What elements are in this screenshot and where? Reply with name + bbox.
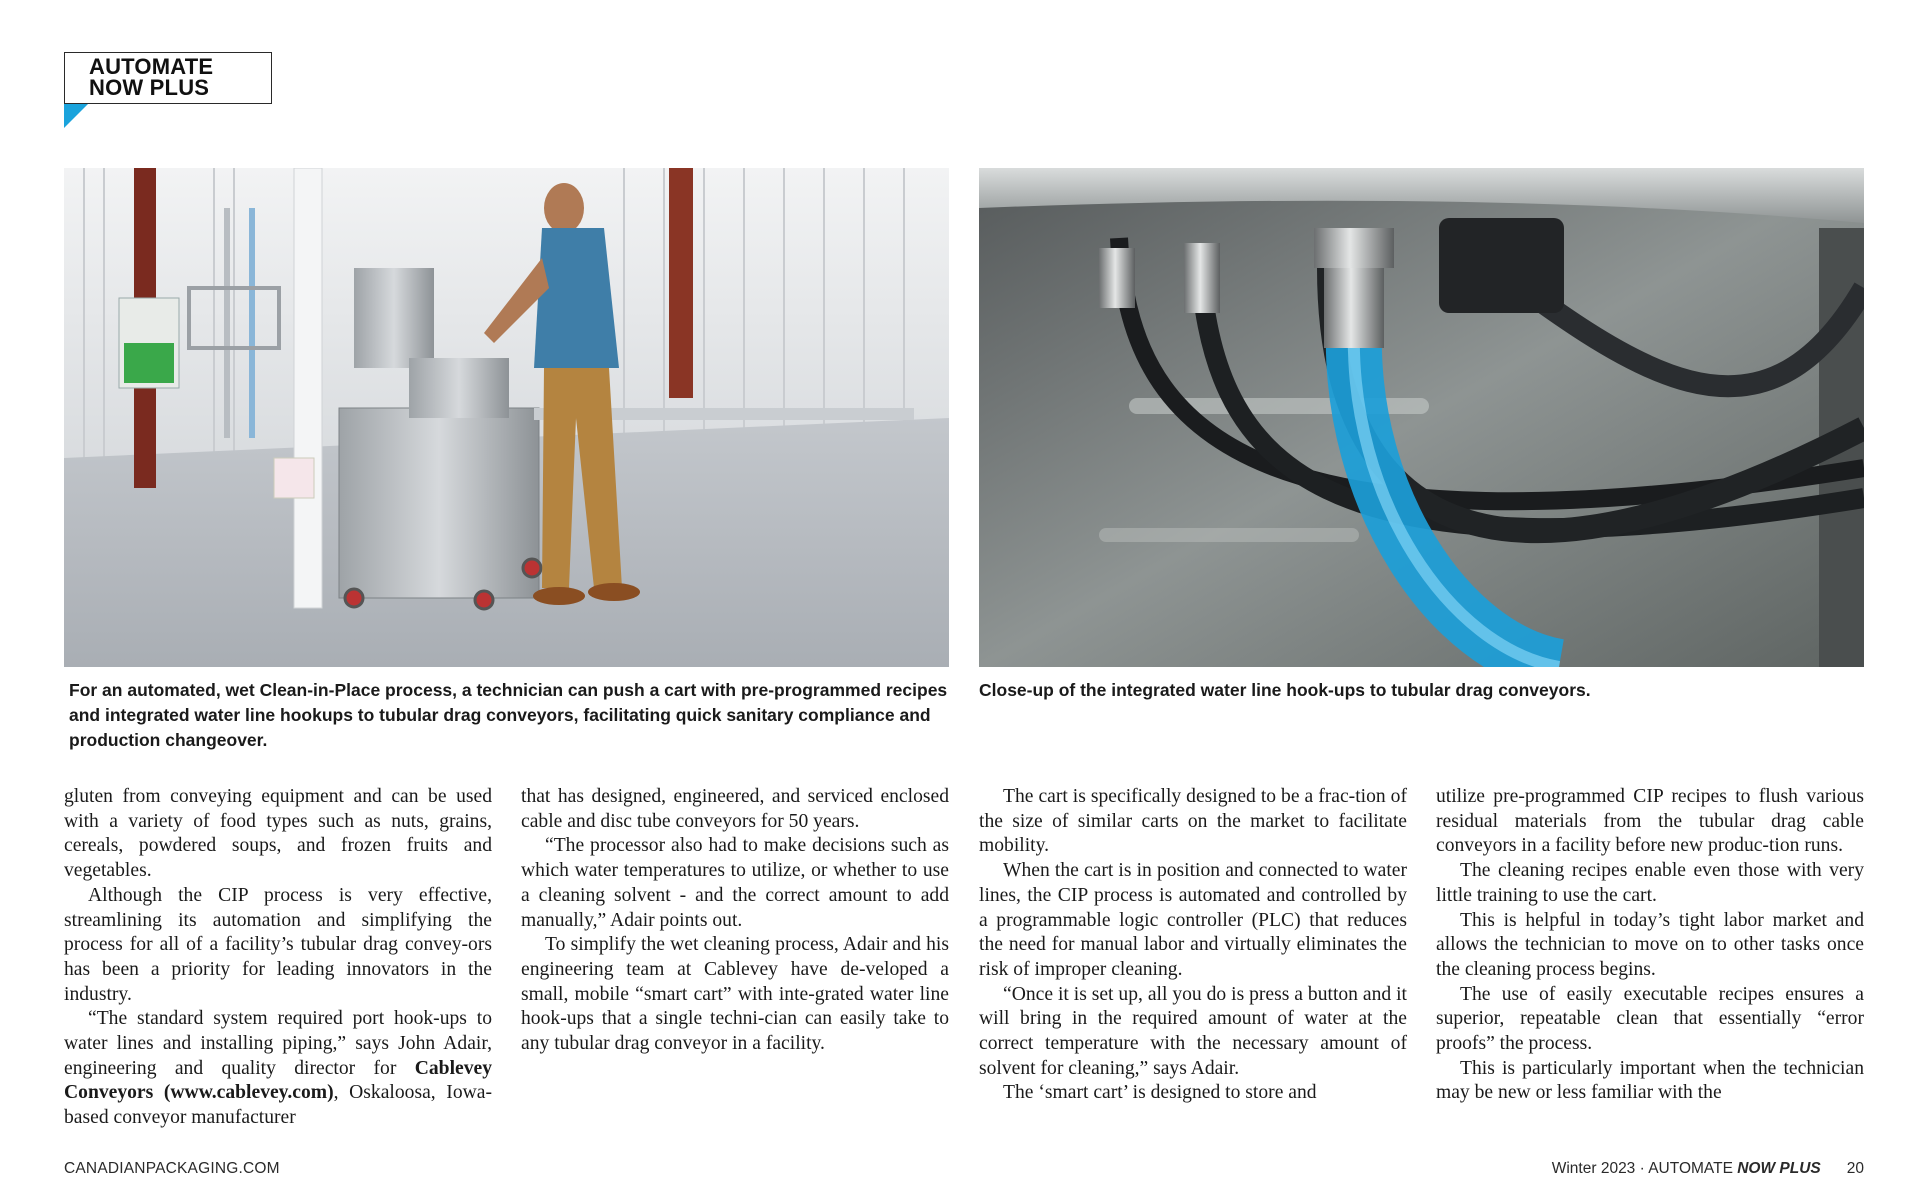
footer-brand: NOW PLUS <box>1737 1160 1821 1177</box>
logo-accent-triangle <box>64 104 88 128</box>
article-column-4 <box>1436 785 1864 1106</box>
photo-caption-right: Close-up of the integrated water line hook-ups to tubular drag conveyors. <box>979 680 1591 700</box>
paragraph <box>64 1007 492 1131</box>
magazine-logo <box>64 52 272 104</box>
paragraph: When the cart is in position and connected to water lines, the CIP process is automated and controlled by a programmable logic controller (PLC) that reduces the need for manual labor and virtually eliminates the risk of improper cleaning. <box>979 860 1407 980</box>
paragraph-text: , Oskaloosa, Iowa-based conveyor manufacturer <box>64 1082 492 1129</box>
paragraph: gluten from conveying equipment and can be used with a variety of food types such as nuts, grains, cereals, powdered soups, and frozen fruits and vegetables. <box>64 786 492 882</box>
paragraph: utilize pre-programmed CIP recipes to flush various residual materials from the tubular drag cable conveyors in a facility before new produc-tion runs. <box>1436 786 1864 857</box>
paragraph: “Once it is set up, all you do is press a button and it will bring in the required amount of water at the correct temperature with the necessary amount of solvent for cleaning,” says Adair. <box>979 983 1407 1079</box>
paragraph: This is helpful in today’s tight labor market and allows the technician to move on to other tasks once the cleaning process begins. <box>1436 909 1864 980</box>
article-column-2 <box>521 785 949 1057</box>
page-number: 20 <box>1846 1160 1864 1177</box>
photo-technician-cart <box>64 168 949 667</box>
paragraph: Although the CIP process is very effective, streamlining its automation and simplifying the process for all of a facility’s tubular drag convey-ors has been a priority for leading innovators in the industry. <box>64 884 492 1005</box>
article-column-3 <box>979 785 1407 1106</box>
logo-line-1: AUTOMATE <box>89 54 214 79</box>
footer-issue-info <box>1552 1160 1864 1178</box>
paragraph: To simplify the wet cleaning process, Adair and his engineering team at Cablevey have de-veloped a small, mobile “smart cart” with inte-grated water line hook-ups that a single techni-cian can easily take to any tubular drag conveyor in a facility. <box>521 934 949 1055</box>
company-link-text: Cablevey Conveyors (www.cablevey.com) <box>64 1057 492 1104</box>
logo-line-2: NOW PLUS <box>89 75 210 100</box>
photo-water-line-hookups <box>979 168 1864 667</box>
footer-site-name: CANADIANPACKAGING.COM <box>64 1160 280 1177</box>
paragraph: The cart is specifically designed to be a frac-tion of the size of similar carts on the market to facilitate mobility. <box>979 786 1407 857</box>
paragraph-text: “The standard system required port hook-ups to water lines and installing piping,” says John Adair, engineering and quality director for <box>64 1008 492 1079</box>
paragraph: The ‘smart cart’ is designed to store and <box>1003 1082 1317 1104</box>
paragraph: The cleaning recipes enable even those with very little training to use the cart. <box>1436 860 1864 906</box>
paragraph: that has designed, engineered, and serviced enclosed cable and disc tube conveyors for 50 years. <box>521 786 949 832</box>
paragraph: The use of easily executable recipes ensures a superior, repeatable clean that essentially “error proofs” the process. <box>1436 983 1864 1055</box>
paragraph: This is particularly important when the technician may be new or less familiar with the <box>1436 1057 1864 1104</box>
paragraph: “The processor also had to make decisions such as which water temperatures to utilize, or whether to use a cleaning solvent - and the correct amount to add manually,” Adair points out. <box>521 835 949 931</box>
photo-caption-left: For an automated, wet Clean-in-Place process, a technician can push a cart with pre-programmed recipes and integrated water line hookups to tubular drag conveyors, facilitating quick sanitary compliance and production changeover. <box>69 680 948 750</box>
footer-issue: Winter 2023 · AUTOMATE <box>1551 1160 1738 1177</box>
article-column-1 <box>64 785 492 1131</box>
